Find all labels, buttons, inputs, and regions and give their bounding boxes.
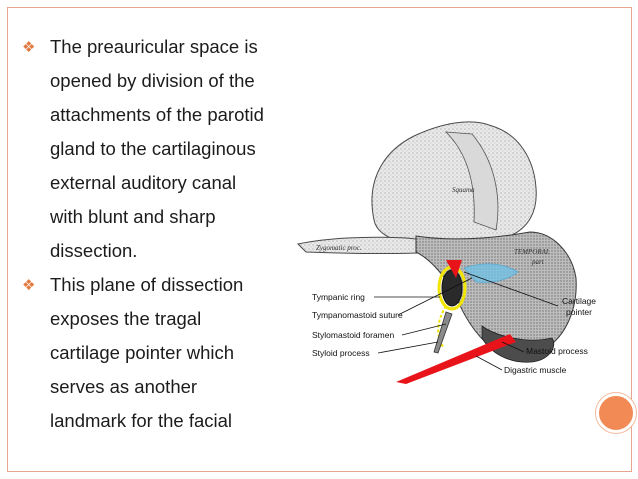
label-cartilage-line1: Cartilage bbox=[562, 296, 597, 306]
bullet-2-line-4: serves as another bbox=[50, 376, 198, 397]
bullet-2-line-3: cartilage pointer which bbox=[50, 342, 235, 363]
squama-label: Squama bbox=[452, 186, 475, 194]
bullet-marker-icon: ❖ bbox=[22, 38, 36, 56]
label-tympanomastoid-suture: Tympanomastoid suture bbox=[312, 310, 403, 320]
styloid-process-shape bbox=[434, 312, 452, 353]
bullet-1-line-4: gland to the cartilaginous bbox=[50, 138, 256, 159]
bullet-1-line-1: The preauricular space is bbox=[50, 36, 258, 57]
bullet-text-1 bbox=[50, 30, 294, 268]
label-tympanic-ring: Tympanic ring bbox=[312, 292, 365, 302]
bullet-2-line-2: exposes the tragal bbox=[50, 308, 202, 329]
slide-frame-bottom bbox=[7, 471, 632, 472]
zygomatic-label: Zygomatic proc. bbox=[316, 244, 362, 252]
bullet-1-line-2: opened by division of the bbox=[50, 70, 255, 91]
bullet-1-line-3: attachments of the parotid bbox=[50, 104, 264, 125]
bullet-1-line-6: with blunt and sharp bbox=[50, 206, 216, 227]
decorative-orange-circle bbox=[596, 393, 636, 433]
slide-frame-left bbox=[7, 7, 8, 472]
leader-digastric bbox=[476, 356, 502, 370]
temporal-bone-illustration bbox=[296, 112, 610, 384]
slide-frame-top bbox=[7, 7, 632, 8]
label-digastric-muscle: Digastric muscle bbox=[504, 365, 567, 375]
digastric-muscle-shape bbox=[396, 334, 516, 384]
bullet-2-line-5: landmark for the facial bbox=[50, 410, 233, 431]
bullet-marker-icon: ❖ bbox=[22, 276, 36, 294]
bullet-1-line-7: dissection. bbox=[50, 240, 138, 261]
leader-styloid bbox=[378, 342, 438, 353]
bullet-list bbox=[22, 30, 294, 438]
label-stylomastoid-foramen: Stylomastoid foramen bbox=[312, 330, 395, 340]
label-cartilage-line2: pointer bbox=[566, 307, 592, 317]
bullet-text-2 bbox=[50, 268, 294, 438]
label-styloid-process: Styloid process bbox=[312, 348, 370, 358]
bullet-item-2 bbox=[22, 268, 294, 438]
bullet-2-line-1: This plane of dissection bbox=[50, 274, 244, 295]
bullet-item-1 bbox=[22, 30, 294, 268]
label-mastoid-process: Mastoid process bbox=[526, 346, 588, 356]
temporal-bone-svg bbox=[296, 112, 610, 384]
tympanic-label: TEMPORAL bbox=[514, 248, 550, 256]
part-label: part bbox=[532, 258, 544, 266]
bullet-1-line-5: external auditory canal bbox=[50, 172, 237, 193]
